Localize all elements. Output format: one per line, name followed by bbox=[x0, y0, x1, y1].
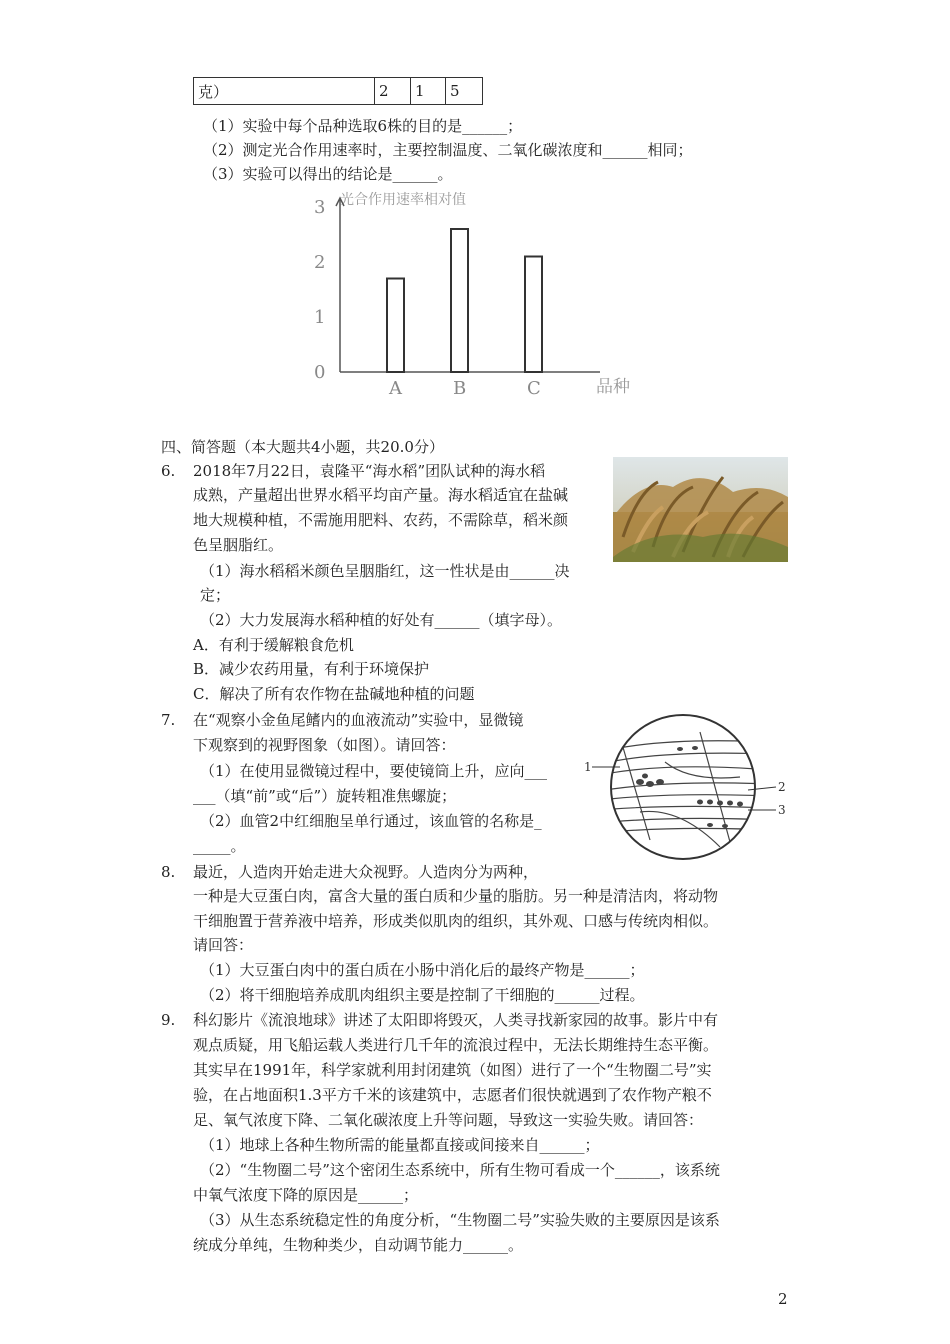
q6-option-b: B．减少农药用量，有利于环境保护 bbox=[193, 660, 430, 678]
q6-number: 6. bbox=[161, 462, 176, 480]
q6-sub1b: 定； bbox=[200, 586, 231, 604]
q8-number: 8. bbox=[161, 863, 176, 881]
chart-y-tick-label: 1 bbox=[314, 307, 326, 328]
chart-bar bbox=[387, 279, 404, 373]
chart-x-tick-label: A bbox=[389, 378, 402, 399]
q9-line3: 其实早在1991年，科学家就利用封闭建筑（如图）进行了一个“生物圈二号”实 bbox=[193, 1061, 712, 1079]
q9-number: 9. bbox=[161, 1011, 176, 1029]
q5-part1: （1）实验中每个品种选取6株的目的是______； bbox=[203, 117, 523, 135]
table-row bbox=[194, 78, 483, 105]
table-cell-label: 克） bbox=[194, 78, 375, 105]
table-cell: 2 bbox=[375, 78, 411, 105]
q7-line2: 下观察到的视野图象（如图）。请回答： bbox=[193, 736, 456, 754]
q9-line5: 足、氧气浓度下降、二氧化碳浓度上升等问题，导致这一实验失败。请回答： bbox=[193, 1111, 704, 1129]
q8-sub2: （2）将干细胞培养成肌肉组织主要是控制了干细胞的______过程。 bbox=[200, 986, 645, 1004]
q6-line1: 2018年7月22日，袁隆平“海水稻”团队试种的海水稻 bbox=[193, 462, 546, 480]
table-cell: 1 bbox=[411, 78, 446, 105]
diagram-label-3: 3 bbox=[778, 803, 786, 817]
chart-xlabel: 品种 bbox=[596, 377, 630, 397]
chart-x-tick-label: B bbox=[453, 378, 467, 399]
q8-line2: 一种是大豆蛋白肉，富含大量的蛋白质和少量的脂肪。另一种是清洁肉，将动物 bbox=[193, 887, 719, 905]
chart-ylabel: 光合作用速率相对值 bbox=[340, 192, 466, 208]
q6-option-a: A．有利于缓解粮食危机 bbox=[193, 636, 354, 654]
q8-line3: 干细胞置于营养液中培养，形成类似肌肉的组织，其外观、口感与传统肉相似。 bbox=[193, 912, 719, 930]
microscope-view-diagram bbox=[580, 712, 790, 862]
q9-line4: 验，在占地面积1.3平方千米的该建筑中，志愿者们很快就遇到了农作物产粮不 bbox=[193, 1086, 712, 1104]
table-cell: 5 bbox=[446, 78, 483, 105]
chart-bar bbox=[525, 257, 542, 373]
q6-line4: 色呈胭脂红。 bbox=[193, 536, 284, 554]
q7-sub2b: _____。 bbox=[193, 837, 246, 855]
q8-sub1: （1）大豆蛋白肉中的蛋白质在小肠中消化后的最终产物是______； bbox=[200, 961, 645, 979]
diagram-label-2: 2 bbox=[778, 780, 786, 794]
q7-number: 7. bbox=[161, 711, 176, 729]
q5-part2: （2）测定光合作用速率时，主要控制温度、二氧化碳浓度和______相同； bbox=[203, 141, 693, 159]
q6-option-c: C．解决了所有农作物在盐碱地种植的问题 bbox=[193, 685, 475, 703]
chart-bar bbox=[451, 229, 468, 372]
q6-sub2: （2）大力发展海水稻种植的好处有______（填字母）。 bbox=[200, 611, 563, 629]
diagram-label-1: 1 bbox=[584, 760, 592, 774]
q5-part3: （3）实验可以得出的结论是______。 bbox=[203, 165, 453, 183]
q9-sub3a: （3）从生态系统稳定性的角度分析，“生物圈二号”实验失败的主要原因是该系 bbox=[200, 1211, 720, 1229]
page-number: 2 bbox=[778, 1290, 788, 1308]
sea-rice-photo bbox=[613, 457, 788, 562]
q7-line1: 在“观察小金鱼尾鳍内的血液流动”实验中，显微镜 bbox=[193, 711, 524, 729]
q9-sub2a: （2）“生物圈二号”这个密闭生态系统中，所有生物可看成一个______，该系统 bbox=[200, 1161, 720, 1179]
q8-line4: 请回答： bbox=[193, 936, 254, 954]
q8-line1: 最近，人造肉开始走进大众视野。人造肉分为两种， bbox=[193, 863, 539, 881]
q9-line2: 观点质疑，用飞船运载人类进行几千年的流浪过程中，无法长期维持生态平衡。 bbox=[193, 1036, 719, 1054]
q7-sub1b: ___（填“前”或“后”）旋转粗准焦螺旋； bbox=[193, 787, 457, 805]
q9-sub2b: 中氧气浓度下降的原因是______； bbox=[193, 1186, 419, 1204]
chart-y-tick-label: 0 bbox=[314, 362, 326, 383]
chart-y-tick-label: 3 bbox=[314, 197, 326, 218]
data-table-fragment bbox=[193, 77, 483, 105]
q6-line3: 地大规模种植，不需施用肥料、农药，不需除草，稻米颜 bbox=[193, 511, 569, 529]
section-4-title: 四、简答题（本大题共4小题，共20.0分） bbox=[161, 438, 444, 456]
q9-sub3b: 统成分单纯，生物种类少，自动调节能力______。 bbox=[193, 1236, 524, 1254]
q7-sub2a: （2）血管2中红细胞呈单行通过，该血管的名称是_ bbox=[200, 812, 542, 830]
q7-sub1a: （1）在使用显微镜过程中，要使镜筒上升，应向___ bbox=[200, 762, 548, 780]
q6-sub1a: （1）海水稻稻米颜色呈胭脂红，这一性状是由______决 bbox=[200, 562, 570, 580]
q9-sub1: （1）地球上各种生物所需的能量都直接或间接来自______； bbox=[200, 1136, 600, 1154]
chart-y-tick-label: 2 bbox=[314, 252, 326, 273]
q9-line1: 科幻影片《流浪地球》讲述了太阳即将毁灭，人类寻找新家园的故事。影片中有 bbox=[193, 1011, 719, 1029]
photosynthesis-bar-chart bbox=[300, 186, 650, 406]
chart-x-tick-label: C bbox=[527, 378, 541, 399]
q6-line2: 成熟，产量超出世界水稻平均亩产量。海水稻适宜在盐碱 bbox=[193, 486, 569, 504]
